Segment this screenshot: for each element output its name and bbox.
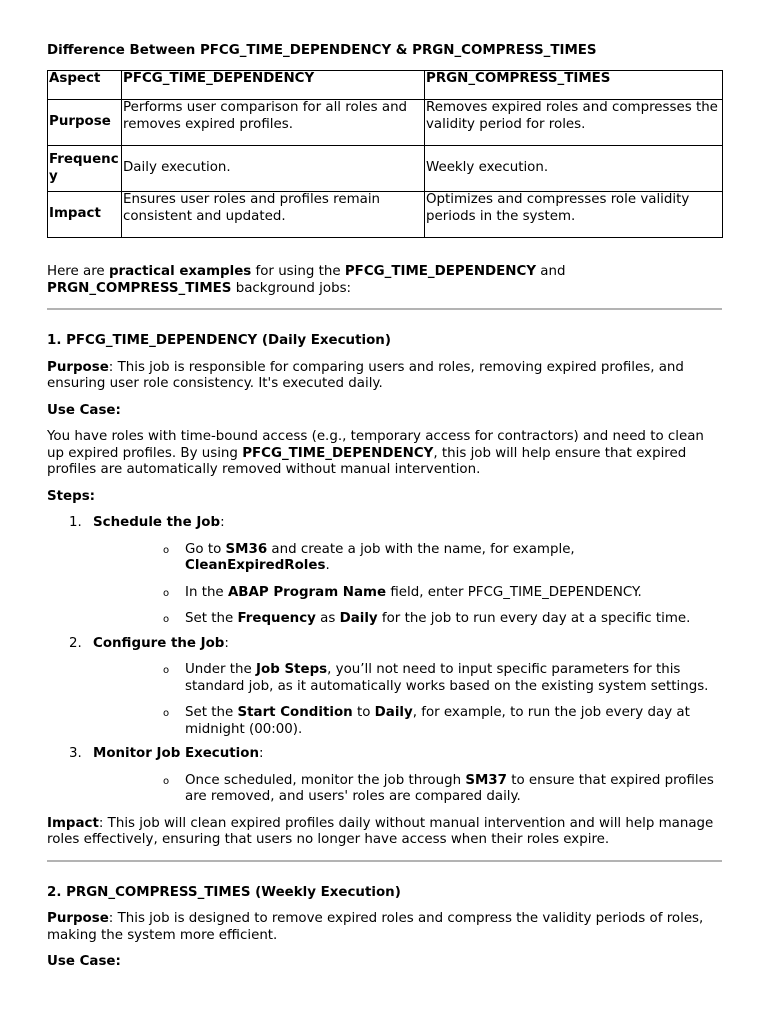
sub-bold: SM36 (225, 541, 268, 557)
intro-bold: PRGN_COMPRESS_TIMES (47, 280, 232, 296)
impact-label: Impact (47, 815, 99, 831)
section-heading: 1. PFCG_TIME_DEPENDENCY (Daily Execution) (47, 333, 391, 348)
step-title: Schedule the Job (93, 515, 221, 530)
step-suffix: : (220, 515, 225, 530)
purpose-label: Purpose (47, 359, 109, 375)
table-cell: Weekly execution. (425, 146, 723, 192)
bullet-icon: o (163, 665, 170, 676)
intro-paragraph (47, 264, 722, 297)
sub-text: , for example, to run the job every day at midnight (00:00). (185, 705, 690, 737)
table-header-cell: PRGN_COMPRESS_TIMES (425, 71, 723, 100)
table-header-cell: Aspect (48, 71, 122, 100)
table-header-cell: PFCG_TIME_DEPENDENCY (122, 71, 425, 100)
table-cell: Daily execution. (122, 146, 425, 192)
steps-label-text: Steps: (47, 488, 96, 504)
bullet-icon: o (163, 544, 170, 556)
step-suffix: : (224, 635, 229, 651)
table-cell-aspect: Purpose (48, 100, 122, 146)
step-title: Configure the Job (93, 635, 225, 651)
sub-text: as (315, 611, 340, 626)
sub-bold: Frequency (237, 611, 316, 626)
usecase-paragraph (47, 429, 722, 479)
step-number: 2. (69, 635, 82, 651)
intro-text: background jobs: (231, 280, 352, 296)
sub-bold: CleanExpiredRoles (185, 558, 326, 573)
steps-list (47, 515, 722, 806)
list-item (93, 585, 722, 602)
intro-bold: practical examples (108, 264, 252, 279)
sub-text: Set the (185, 611, 238, 626)
table-cell-aspect: Frequency (48, 146, 122, 192)
usecase-label-text: Use Case: (47, 402, 121, 418)
usecase-text: You have roles with time-bound access (e.g., temporary access for contractors) and need to clean up expired profiles. By using (47, 429, 704, 461)
table-cell: Removes expired roles and compresses the validity period for roles. (425, 100, 723, 146)
usecase-label-text: Use Case: (47, 954, 121, 969)
sub-bold: SM37 (465, 772, 507, 788)
sub-text: field, enter PFCG_TIME_DEPENDENCY. (386, 584, 642, 600)
purpose-text: : This job is responsible for comparing users and roles, removing expired profiles, and ensuring user role consistency. It's executed daily. (47, 359, 684, 391)
document-page (47, 43, 722, 971)
sub-bold: Daily (374, 705, 413, 720)
list-item (47, 636, 722, 739)
sub-text: Under the (185, 662, 257, 677)
steps-label (47, 489, 722, 506)
sub-text: for the job to run every day at a specific time. (377, 611, 691, 626)
table-header-row (48, 71, 723, 100)
sub-text: In the (185, 584, 228, 600)
table-row (48, 146, 723, 192)
bullet-icon: o (163, 587, 170, 599)
bullet-icon: o (163, 775, 170, 787)
table-cell: Ensures user roles and profiles remain consistent and updated. (122, 192, 425, 238)
usecase-label (47, 954, 722, 971)
sub-text: Set the (185, 705, 238, 720)
purpose-paragraph (47, 360, 722, 393)
table-row (48, 192, 723, 238)
document-title: Difference Between PFCG_TIME_DEPENDENCY & PRGN_COMPRESS_TIMES (47, 43, 597, 58)
table-row (48, 100, 723, 146)
purpose-paragraph (47, 911, 722, 944)
usecase-text: , this job will help ensure that expired profiles are automatically removed without manual intervention. (47, 445, 687, 477)
usecase-label (47, 403, 722, 420)
list-item (93, 611, 722, 628)
sub-bold: Daily (339, 611, 378, 626)
comparison-table (47, 70, 723, 238)
section-heading: 2. PRGN_COMPRESS_TIMES (Weekly Execution) (47, 884, 401, 900)
table-cell: Optimizes and compresses role validity periods in the system. (425, 192, 723, 238)
purpose-text: : This job is designed to remove expired roles and compress the validity periods of roles, making the system more efficient. (47, 911, 704, 943)
step-suffix: : (259, 746, 264, 761)
intro-text: for using the (251, 264, 345, 279)
purpose-label: Purpose (47, 911, 109, 926)
list-item (93, 705, 722, 738)
bullet-icon: o (163, 614, 170, 625)
intro-text: Here are (47, 264, 109, 279)
sub-text: to (352, 705, 375, 720)
table-cell: Performs user comparison for all roles and removes expired profiles. (122, 100, 425, 146)
list-item (93, 542, 722, 575)
impact-paragraph (47, 816, 722, 849)
sub-text: Go to (185, 541, 226, 557)
list-item (93, 773, 722, 806)
usecase-bold: PFCG_TIME_DEPENDENCY (242, 445, 434, 461)
sub-text: Once scheduled, monitor the job through (185, 772, 466, 788)
table-cell-aspect: Impact (48, 192, 122, 238)
intro-bold: PFCG_TIME_DEPENDENCY (344, 264, 537, 279)
divider (47, 860, 722, 862)
list-item (47, 746, 722, 806)
sub-text: . (325, 558, 330, 573)
sub-list (93, 662, 722, 738)
step-number: 1. (69, 515, 82, 530)
list-item (47, 515, 722, 628)
bullet-icon: o (163, 708, 170, 719)
intro-text: and (536, 264, 566, 279)
sub-text: and create a job with the name, for example, (267, 541, 575, 557)
sub-text: , you’ll not need to input specific parameters for this standard job, as it automatically works based on the existing system settings. (185, 662, 709, 694)
step-title: Monitor Job Execution (93, 746, 260, 761)
sub-bold: ABAP Program Name (227, 584, 387, 600)
sub-text: to ensure that expired profiles are removed, and users' roles are compared daily. (185, 772, 714, 804)
step-number: 3. (69, 746, 82, 761)
list-item (93, 662, 722, 695)
sub-bold: Job Steps (256, 662, 328, 677)
sub-list (93, 773, 722, 806)
sub-bold: Start Condition (237, 705, 353, 720)
impact-text: : This job will clean expired profiles daily without manual intervention and will help manage roles effectively, ensuring that users no longer have access when their roles expire. (47, 815, 714, 847)
sub-list (93, 542, 722, 628)
divider (47, 308, 722, 310)
